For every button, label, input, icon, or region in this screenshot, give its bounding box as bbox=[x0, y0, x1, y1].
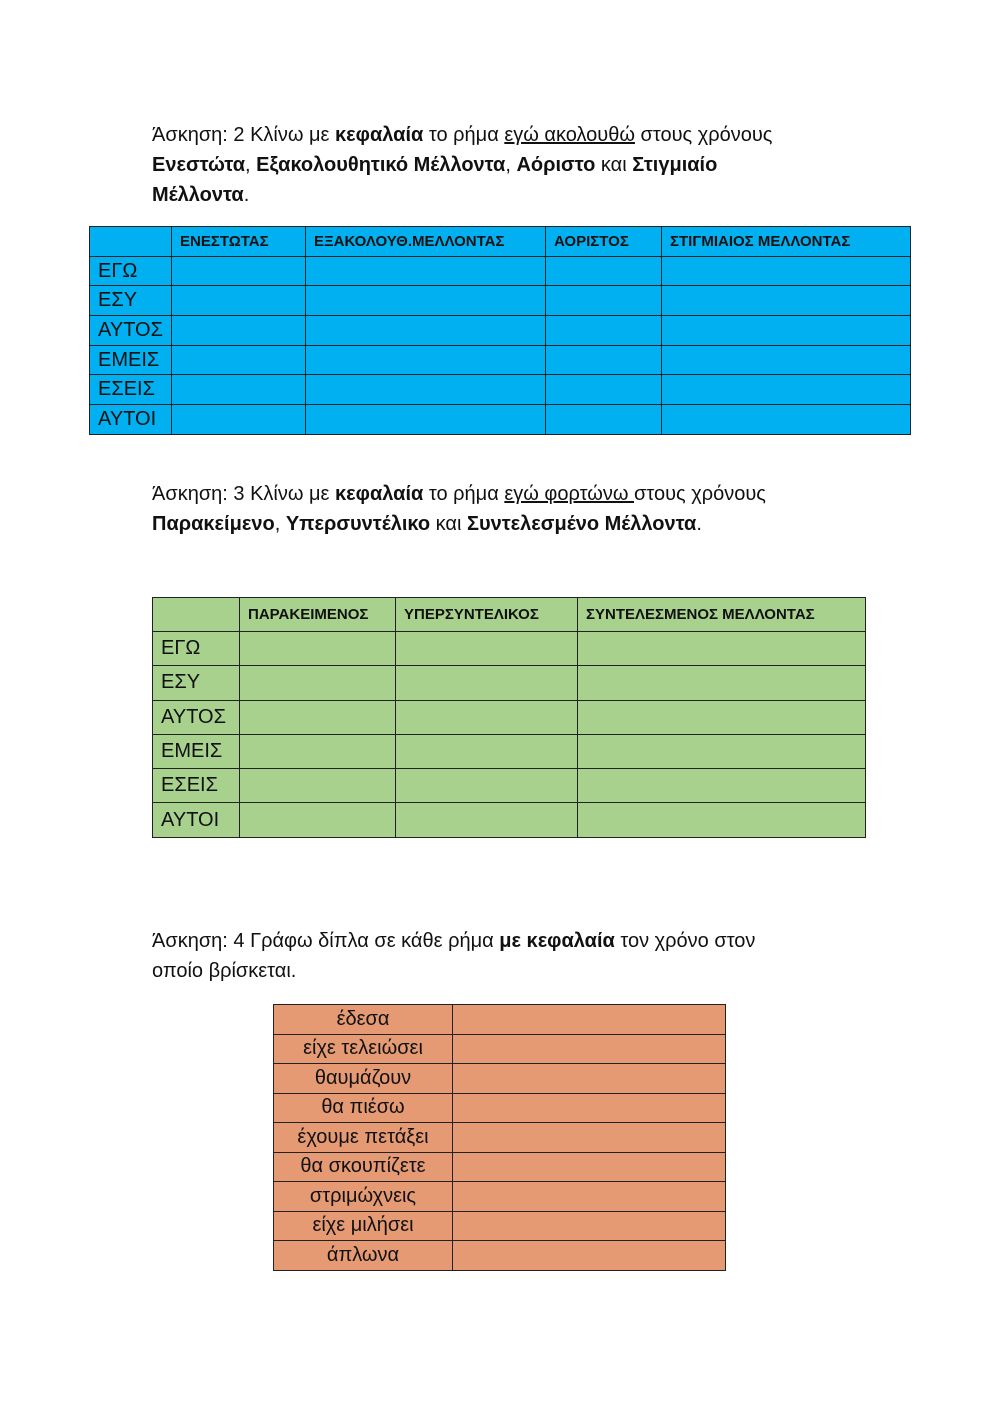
answer-cell[interactable] bbox=[306, 256, 546, 286]
answer-cell[interactable] bbox=[172, 316, 306, 346]
answer-cell[interactable] bbox=[662, 316, 911, 346]
answer-cell[interactable] bbox=[578, 700, 866, 734]
answer-cell[interactable] bbox=[172, 256, 306, 286]
table-row bbox=[274, 1152, 726, 1182]
answer-input[interactable] bbox=[314, 346, 545, 375]
answer-input[interactable] bbox=[670, 375, 910, 404]
answer-cell[interactable] bbox=[240, 803, 396, 837]
answer-cell[interactable] bbox=[306, 316, 546, 346]
answer-input[interactable] bbox=[461, 1212, 725, 1241]
answer-cell[interactable] bbox=[172, 405, 306, 435]
header-row bbox=[90, 227, 911, 257]
answer-cell[interactable] bbox=[172, 375, 306, 405]
header-cell: ΕΞΑΚΟΛΟΥΘ.ΜΕΛΛΟΝΤΑΣ bbox=[306, 227, 546, 257]
verb-label: θαυμάζουν bbox=[274, 1064, 453, 1094]
header-cell: ΑΟΡΙΣΤΟΣ bbox=[546, 227, 662, 257]
answer-input[interactable] bbox=[404, 701, 577, 734]
answer-input[interactable] bbox=[248, 666, 395, 699]
pronoun-label: ΑΥΤΟΣ bbox=[90, 316, 172, 346]
answer-input[interactable] bbox=[404, 803, 577, 836]
answer-input[interactable] bbox=[554, 316, 661, 345]
exercise-2-table bbox=[89, 226, 911, 435]
answer-cell[interactable] bbox=[662, 405, 911, 435]
answer-input[interactable] bbox=[670, 316, 910, 345]
answer-cell[interactable] bbox=[306, 375, 546, 405]
verb-label: στριμώχνεις bbox=[274, 1182, 453, 1212]
answer-cell[interactable] bbox=[306, 405, 546, 435]
answer-cell[interactable] bbox=[396, 734, 578, 768]
answer-input[interactable] bbox=[554, 257, 661, 286]
answer-cell[interactable] bbox=[453, 1034, 726, 1064]
answer-cell[interactable] bbox=[546, 286, 662, 316]
answer-cell[interactable] bbox=[578, 734, 866, 768]
answer-cell[interactable] bbox=[306, 345, 546, 375]
header-cell: ΥΠΕΡΣΥΝΤΕΛΙΚΟΣ bbox=[396, 598, 578, 632]
answer-input[interactable] bbox=[670, 286, 910, 315]
table-row bbox=[274, 1123, 726, 1153]
answer-input[interactable] bbox=[180, 316, 305, 345]
answer-input[interactable] bbox=[461, 1123, 725, 1152]
table-row bbox=[153, 632, 866, 666]
answer-input[interactable] bbox=[554, 405, 661, 434]
verb-label: είχε μιλήσει bbox=[274, 1211, 453, 1241]
pronoun-label: ΕΣΥ bbox=[90, 286, 172, 316]
exercise-4-table bbox=[273, 1004, 726, 1271]
answer-cell[interactable] bbox=[578, 769, 866, 803]
answer-cell[interactable] bbox=[578, 666, 866, 700]
answer-cell[interactable] bbox=[240, 632, 396, 666]
answer-input[interactable] bbox=[670, 405, 910, 434]
table-row bbox=[274, 1064, 726, 1094]
answer-cell[interactable] bbox=[453, 1064, 726, 1094]
answer-cell[interactable] bbox=[453, 1211, 726, 1241]
answer-cell[interactable] bbox=[662, 286, 911, 316]
answer-input[interactable] bbox=[180, 375, 305, 404]
answer-cell[interactable] bbox=[453, 1005, 726, 1035]
answer-input[interactable] bbox=[586, 701, 865, 734]
answer-input[interactable] bbox=[586, 803, 865, 836]
pronoun-label: ΑΥΤΟΙ bbox=[153, 803, 240, 837]
answer-input[interactable] bbox=[248, 701, 395, 734]
verb-label: άπλωνα bbox=[274, 1241, 453, 1271]
pronoun-label: ΑΥΤΟΣ bbox=[153, 700, 240, 734]
header-cell: ΕΝΕΣΤΩΤΑΣ bbox=[172, 227, 306, 257]
answer-input[interactable] bbox=[554, 286, 661, 315]
table-row bbox=[90, 375, 911, 405]
answer-cell[interactable] bbox=[546, 345, 662, 375]
answer-cell[interactable] bbox=[453, 1152, 726, 1182]
answer-input[interactable] bbox=[554, 346, 661, 375]
answer-cell[interactable] bbox=[453, 1093, 726, 1123]
answer-cell[interactable] bbox=[453, 1182, 726, 1212]
pronoun-label: ΕΣΕΙΣ bbox=[90, 375, 172, 405]
answer-input[interactable] bbox=[248, 735, 395, 768]
answer-input[interactable] bbox=[180, 257, 305, 286]
answer-cell[interactable] bbox=[546, 316, 662, 346]
answer-cell[interactable] bbox=[578, 803, 866, 837]
answer-cell[interactable] bbox=[396, 803, 578, 837]
table-row bbox=[90, 405, 911, 435]
answer-input[interactable] bbox=[404, 735, 577, 768]
table-row bbox=[153, 734, 866, 768]
answer-cell[interactable] bbox=[240, 734, 396, 768]
answer-cell[interactable] bbox=[578, 632, 866, 666]
header-cell bbox=[153, 598, 240, 632]
answer-cell[interactable] bbox=[240, 769, 396, 803]
answer-input[interactable] bbox=[670, 257, 910, 286]
verb-label: θα πιέσω bbox=[274, 1093, 453, 1123]
exercise-2-instructions: Άσκηση: 2 Κλίνω με κεφαλαία το ρήμα εγώ ακολουθώ στους χρόνους Ενεστώτα, Εξακολουθητικό Μέλλοντα, Αόριστο και Στιγμιαίο Μέλλοντα. bbox=[152, 124, 773, 206]
answer-input[interactable] bbox=[314, 405, 545, 434]
answer-cell[interactable] bbox=[662, 256, 911, 286]
table-row bbox=[274, 1093, 726, 1123]
answer-input[interactable] bbox=[404, 769, 577, 802]
answer-cell[interactable] bbox=[546, 256, 662, 286]
table-row bbox=[153, 803, 866, 837]
answer-input[interactable] bbox=[314, 286, 545, 315]
answer-input[interactable] bbox=[586, 735, 865, 768]
answer-input[interactable] bbox=[670, 346, 910, 375]
table-row bbox=[274, 1005, 726, 1035]
answer-input[interactable] bbox=[461, 1064, 725, 1093]
answer-input[interactable] bbox=[461, 1005, 725, 1034]
table-row bbox=[90, 286, 911, 316]
answer-input[interactable] bbox=[461, 1035, 725, 1064]
answer-input[interactable] bbox=[314, 375, 545, 404]
answer-cell[interactable] bbox=[662, 375, 911, 405]
answer-cell[interactable] bbox=[396, 666, 578, 700]
answer-input[interactable] bbox=[248, 769, 395, 802]
answer-input[interactable] bbox=[180, 405, 305, 434]
table-row bbox=[274, 1182, 726, 1212]
answer-input[interactable] bbox=[554, 375, 661, 404]
answer-cell[interactable] bbox=[172, 345, 306, 375]
answer-cell[interactable] bbox=[240, 666, 396, 700]
pronoun-label: ΕΣΥ bbox=[153, 666, 240, 700]
verb-label: έχουμε πετάξει bbox=[274, 1123, 453, 1153]
answer-input[interactable] bbox=[314, 316, 545, 345]
header-cell: ΣΤΙΓΜΙΑΙΟΣ ΜΕΛΛΟΝΤΑΣ bbox=[662, 227, 911, 257]
pronoun-label: ΑΥΤΟΙ bbox=[90, 405, 172, 435]
answer-cell[interactable] bbox=[662, 345, 911, 375]
pronoun-label: ΕΓΩ bbox=[90, 256, 172, 286]
answer-cell[interactable] bbox=[396, 769, 578, 803]
answer-input[interactable] bbox=[461, 1094, 725, 1123]
exercise-3-table bbox=[152, 597, 866, 838]
answer-input[interactable] bbox=[248, 803, 395, 836]
table-row bbox=[153, 700, 866, 734]
table-row bbox=[274, 1034, 726, 1064]
answer-input[interactable] bbox=[180, 346, 305, 375]
header-cell bbox=[90, 227, 172, 257]
answer-input[interactable] bbox=[461, 1182, 725, 1211]
pronoun-label: ΕΣΕΙΣ bbox=[153, 769, 240, 803]
answer-input[interactable] bbox=[180, 286, 305, 315]
pronoun-label: ΕΜΕΙΣ bbox=[90, 345, 172, 375]
answer-cell[interactable] bbox=[306, 286, 546, 316]
table-row bbox=[153, 769, 866, 803]
exercise-3-instructions: Άσκηση: 3 Κλίνω με κεφαλαία το ρήμα εγώ φορτώνω στους χρόνους Παρακείμενο, Υπερσυντέλικο και Συντελεσμένο Μέλλοντα. bbox=[152, 483, 766, 535]
answer-cell[interactable] bbox=[240, 700, 396, 734]
table-row bbox=[274, 1241, 726, 1271]
exercise-4-instructions: Άσκηση: 4 Γράφω δίπλα σε κάθε ρήμα με κεφαλαία τον χρόνο στον οποίο βρίσκεται. bbox=[152, 930, 756, 982]
header-cell: ΣΥΝΤΕΛΕΣΜΕΝΟΣ ΜΕΛΛΟΝΤΑΣ bbox=[578, 598, 866, 632]
answer-input[interactable] bbox=[586, 769, 865, 802]
verb-label: είχε τελειώσει bbox=[274, 1034, 453, 1064]
table-row bbox=[274, 1211, 726, 1241]
answer-cell[interactable] bbox=[546, 375, 662, 405]
pronoun-label: ΕΜΕΙΣ bbox=[153, 734, 240, 768]
answer-input[interactable] bbox=[461, 1153, 725, 1182]
table-row bbox=[90, 316, 911, 346]
verb-label: έδεσα bbox=[274, 1005, 453, 1035]
answer-input[interactable] bbox=[314, 257, 545, 286]
answer-cell[interactable] bbox=[172, 286, 306, 316]
answer-input[interactable] bbox=[248, 632, 395, 665]
answer-cell[interactable] bbox=[396, 632, 578, 666]
answer-input[interactable] bbox=[404, 666, 577, 699]
table-row bbox=[90, 345, 911, 375]
answer-cell[interactable] bbox=[396, 700, 578, 734]
header-row bbox=[153, 598, 866, 632]
answer-cell[interactable] bbox=[453, 1123, 726, 1153]
answer-input[interactable] bbox=[461, 1241, 725, 1270]
answer-input[interactable] bbox=[586, 632, 865, 665]
header-cell: ΠΑΡΑΚΕΙΜΕΝΟΣ bbox=[240, 598, 396, 632]
table-row bbox=[153, 666, 866, 700]
answer-cell[interactable] bbox=[453, 1241, 726, 1271]
answer-cell[interactable] bbox=[546, 405, 662, 435]
answer-input[interactable] bbox=[404, 632, 577, 665]
pronoun-label: ΕΓΩ bbox=[153, 632, 240, 666]
answer-input[interactable] bbox=[586, 666, 865, 699]
verb-label: θα σκουπίζετε bbox=[274, 1152, 453, 1182]
table-row bbox=[90, 256, 911, 286]
